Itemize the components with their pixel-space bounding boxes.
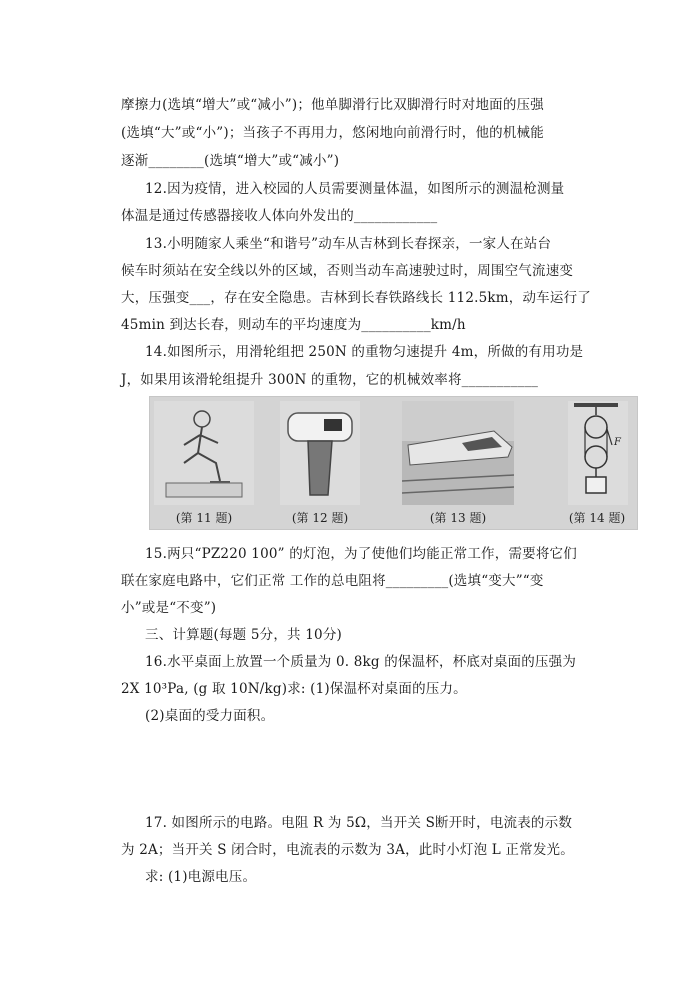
question-16: 16.水平桌面上放置一个质量为 0. 8kg 的保温杯，杯底对桌面的压强为 <box>145 654 577 670</box>
text-line: 小”或是“不变”) <box>121 600 217 616</box>
text-line: 2X 10³Pa, (g 取 10N/kg)求: (1)保温杯对桌面的压力。 <box>121 681 467 697</box>
question-12: 12.因为疫情，进入校园的人员需要测量体温，如图所示的测温枪测量 <box>145 181 565 197</box>
figure-strip <box>149 396 638 530</box>
caption-12: (第 12 题) <box>291 511 349 525</box>
question-14: 14.如图所示，用滑轮组把 250N 的重物匀速提升 4m，所做的有用功是 <box>145 344 584 360</box>
caption-13: (第 13 题) <box>429 511 487 525</box>
skater-figure <box>154 401 254 505</box>
text-line: 体温是通过传感器接收人体向外发出的____________ <box>121 208 438 224</box>
text-line: (选填“大”或“小”)；当孩子不再用力，悠闲地向前滑行时，他的机械能 <box>121 125 544 141</box>
train-figure <box>402 401 514 505</box>
text-line: 求: (1)电源电压。 <box>145 869 257 885</box>
caption-14: (第 14 题) <box>568 511 626 525</box>
section-heading: 三、计算题(每题 5分，共 10分) <box>145 627 342 643</box>
text-line: 为 2A；当开关 S 闭合时，电流表的示数为 3A，此时小灯泡 L 正常发光。 <box>121 842 574 858</box>
caption-11: (第 11 题) <box>175 511 233 525</box>
text-line: 大，压强变___，存在安全隐患。吉林到长春铁路线长 112.5km，动车运行了 <box>121 290 591 306</box>
text-line: (2)桌面的受力面积。 <box>145 708 275 724</box>
question-13: 13.小明随家人乘坐“和谐号”动车从吉林到长春探亲，一家人在站台 <box>145 236 552 252</box>
question-17: 17. 如图所示的电路。电阻 R 为 5Ω，当开关 S断开时，电流表的示数 <box>145 815 573 831</box>
text-line: 候车时须站在安全线以外的区域，否则当动车高速驶过时，周围空气流速变 <box>121 263 574 279</box>
question-15: 15.两只“PZ220 100” 的灯泡，为了使他们均能正常工作，需要将它们 <box>145 546 577 562</box>
text-line: J，如果用该滑轮组提升 300N 的重物，它的机械效率将___________ <box>121 372 539 388</box>
thermometer-gun-figure <box>280 401 360 505</box>
pulley-figure <box>568 401 628 505</box>
force-label: F <box>614 437 621 448</box>
text-line: 联在家庭电路中，它们正常 工作的总电阻将_________(选填“变大”“变 <box>121 573 544 589</box>
text-line: 45min 到达长春，则动车的平均速度为__________km/h <box>121 317 466 333</box>
text-line: 摩擦力(选填“增大”或“减小”)；他单脚滑行比双脚滑行时对地面的压强 <box>121 97 544 113</box>
text-line: 逐渐________(选填“增大”或“减小”) <box>121 153 340 169</box>
